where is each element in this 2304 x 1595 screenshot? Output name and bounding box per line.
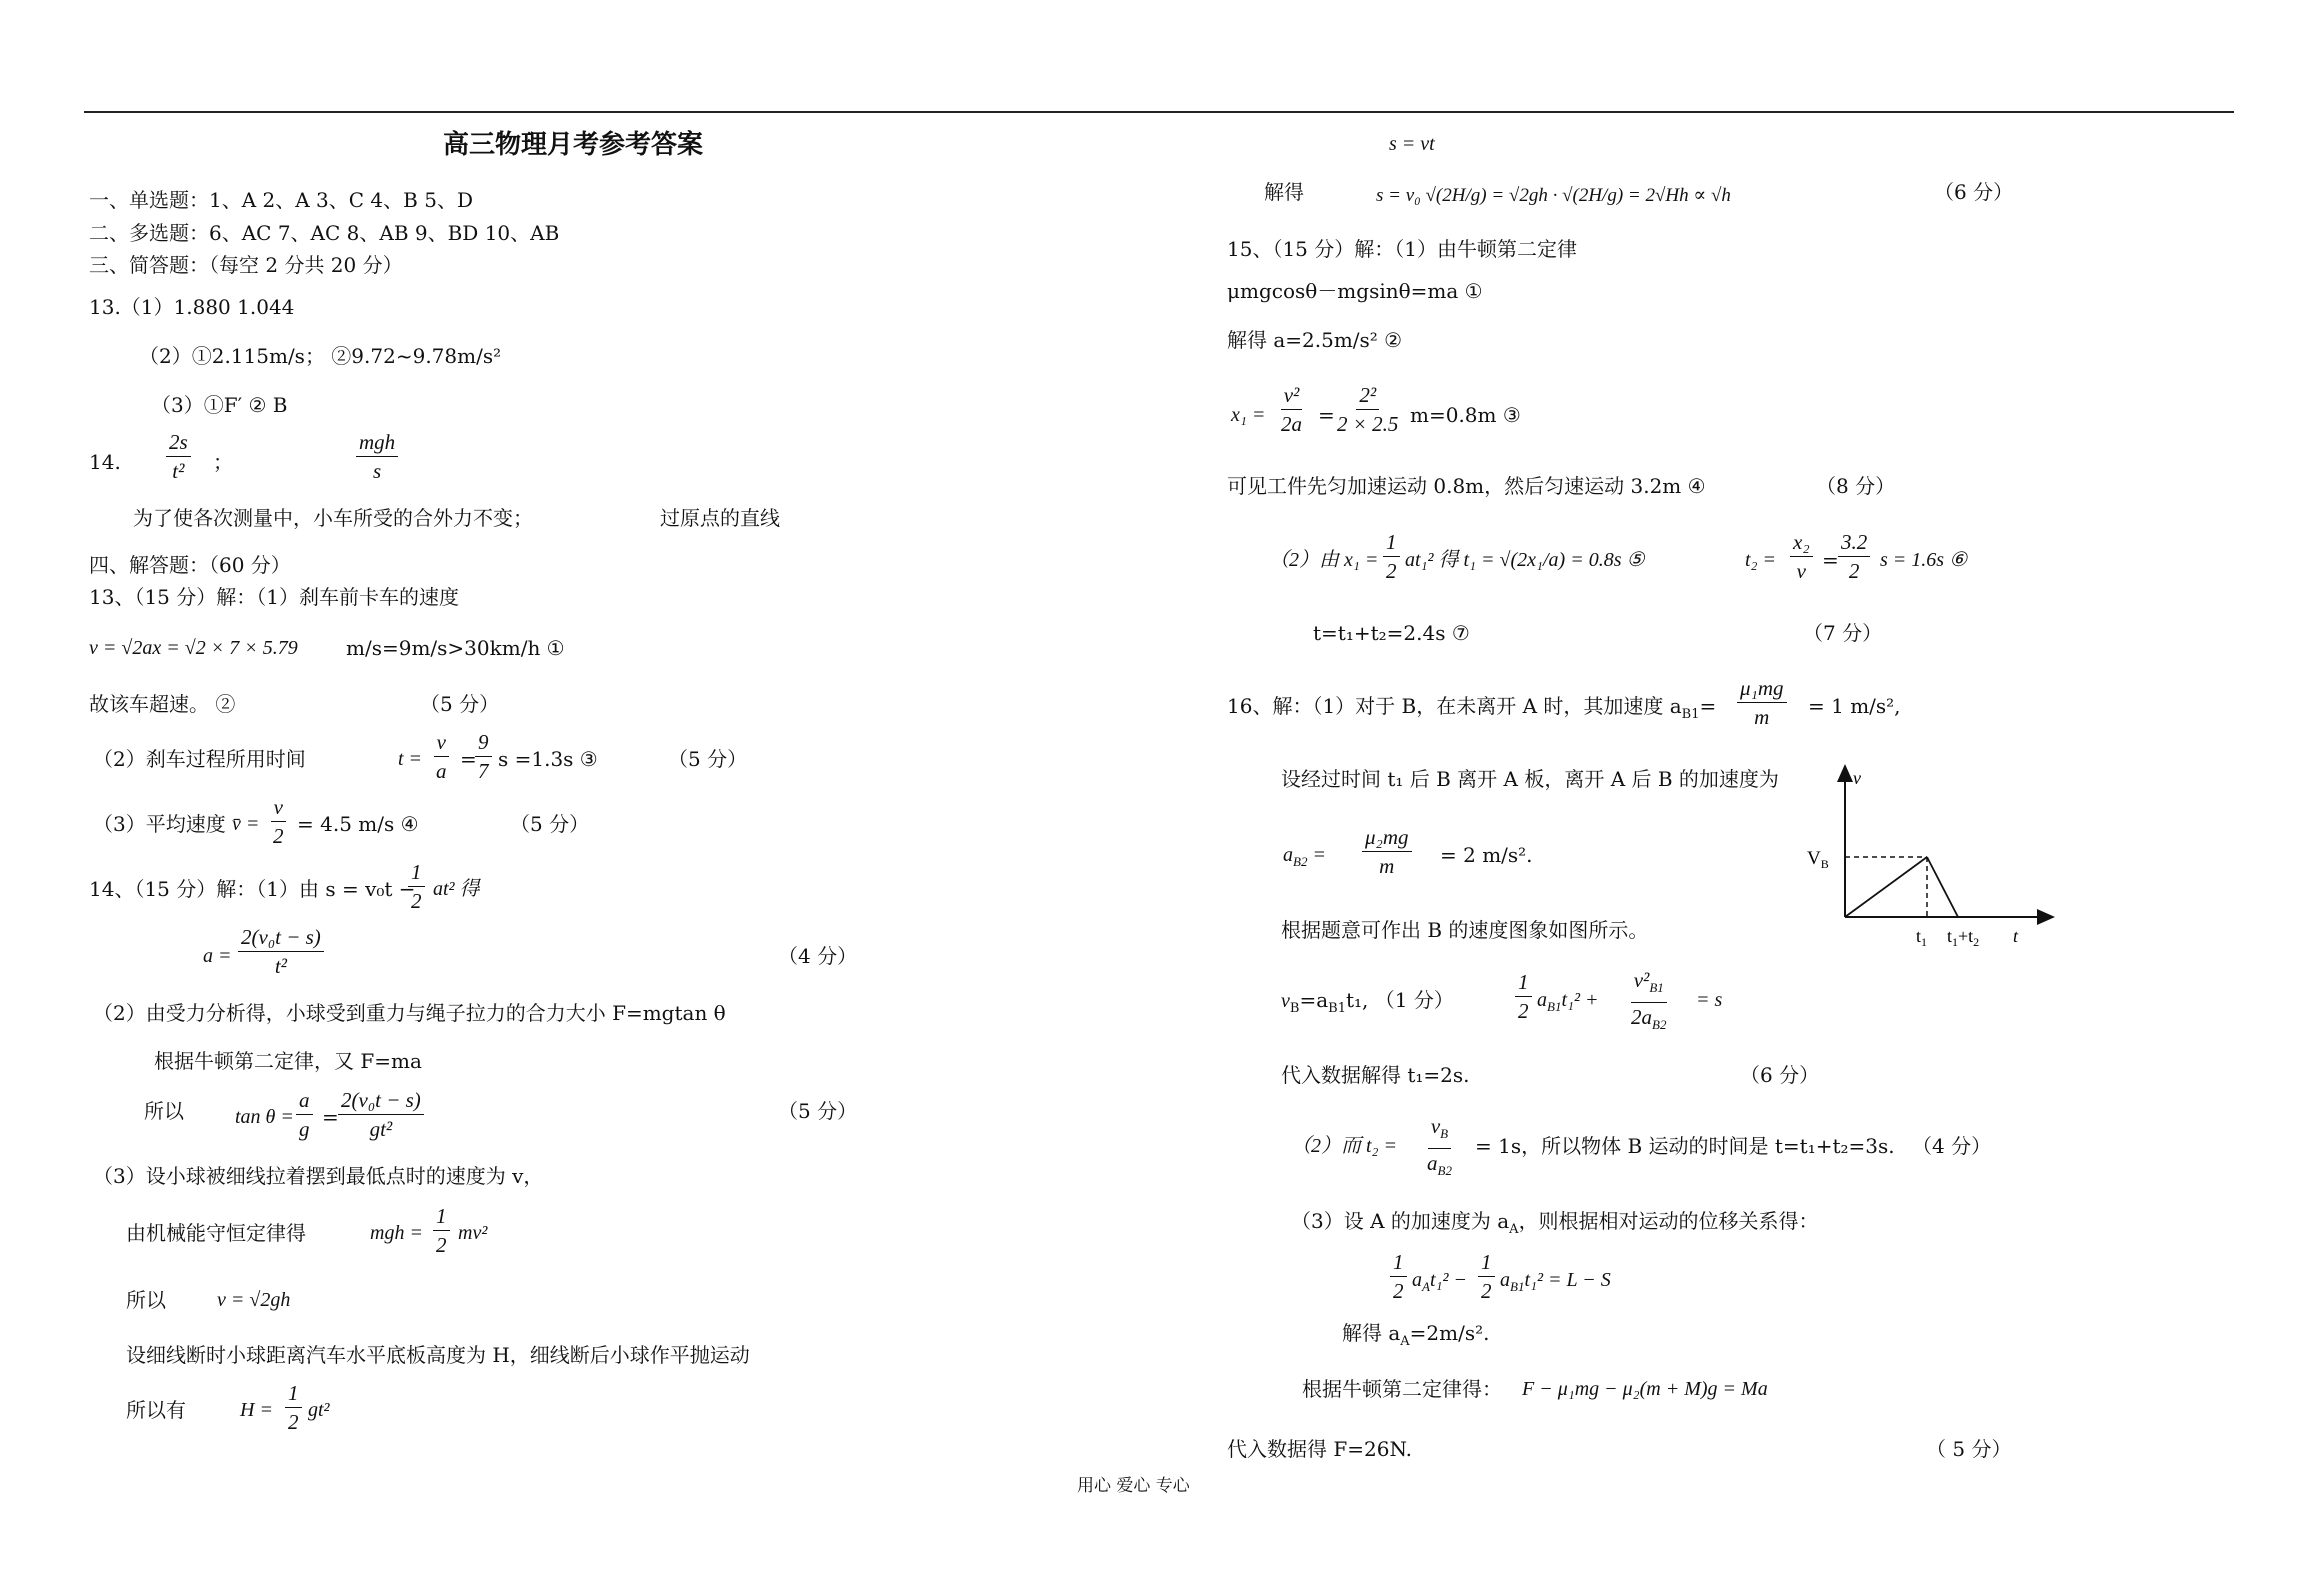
problem-16-aB1-t1: $a_{B1}t_1^2$ + (1537, 989, 1599, 1014)
problem-16-3: （3）设 A 的加速度为 $a_A$，则根据相对运动的位移关系得： (1291, 1209, 1819, 1237)
equals-sign-2: = (322, 1105, 339, 1129)
problem-14-H-text: 设细线断时小球距离汽车水平底板高度为 H，细线断后小球作平抛运动 (126, 1343, 750, 1367)
points-6-b: （6 分） (1740, 1063, 1820, 1087)
fraction-x2-over-v: $\frac{\text{x₂}}{v}$ (1790, 530, 1813, 583)
problem-13-2-points: （5 分） (668, 747, 748, 771)
fraction-x1-value: $\frac{\text{2²}}{2 \times 2.5}$ (1337, 383, 1399, 436)
problem-16-newton-eq: F − μ₁mg − μ₂(m + M)g = Ma (1522, 1378, 1768, 1400)
problem-15-x1-result: m=0.8m ③ (1410, 403, 1521, 427)
problem-16-aB2-result: = 2 m/s². (1440, 843, 1533, 867)
fraction-v-over-2: $\frac{v}{2}$ (270, 795, 287, 848)
problem-16-aB1-result: = 1 m/s², (1808, 694, 1901, 718)
top-rule (84, 111, 2234, 113)
t1-plus-t2-label: $t_1+t_2$ (1947, 926, 1980, 949)
section-short-answer: 三、简答题：（每空 2 分共 20 分） (89, 253, 403, 277)
problem-14-so-3: 所以有 (126, 1398, 186, 1422)
problem-16-aA-result: 解得 $a_A=2m/s^2$. (1342, 1321, 1490, 1349)
fraction-mu1mg-over-m: $\frac{\text{μ₁mg}}{m}$ (1737, 676, 1787, 729)
problem-16-2-b: = 1s，所以物体 B 运动的时间是 t=t₁+t₂=3s. (1475, 1134, 1895, 1158)
separator: ； (213, 450, 233, 474)
problem-13-3-points: （5 分） (510, 812, 590, 836)
answer-13-1: 13.（1）1.880 1.044 (89, 295, 295, 319)
problem-15-visible: 可见工件先匀加速运动 0.8m，然后匀速运动 3.2m ④ (1227, 474, 1706, 498)
problem-14-points-1: （4 分） (778, 944, 858, 968)
section-multi-choice: 二、多选题：6、AC 7、AC 8、AB 9、BD 10、AB (89, 221, 560, 245)
points-6: （6 分） (1934, 180, 2014, 204)
problem-13-velocity-result: m/s=9m/s>30km/h ① (346, 636, 565, 660)
formula-2s-over-t2: $\frac{2s}{\text{t²}}$ (166, 430, 191, 483)
problem-16-vB: $v_B=a_{B1}t_1$, （1 分） (1281, 988, 1454, 1016)
fraction-v2-over-2a: $\frac{\text{v²}}{2a}$ (1281, 383, 1302, 436)
points-7: （7 分） (1803, 621, 1883, 645)
problem-16-2-points: （4 分） (1912, 1134, 1992, 1158)
problem-14-energy: 由机械能守恒定律得 (126, 1221, 306, 1245)
answer-14-label: 14. (89, 450, 121, 474)
answer-13-2: （2）①2.115m/s； ②9.72~9.78m/s² (139, 344, 502, 368)
problem-16-aB2: $a_{B2}$ = (1283, 844, 1326, 869)
vB-label: $V_B$ (1807, 848, 1829, 871)
problem-15-2-d: s = 1.6s ⑥ (1880, 549, 1967, 571)
accelerating-segment (1845, 857, 1927, 917)
problem-14-points-2: （5 分） (778, 1099, 858, 1123)
problem-14-newton: 根据牛顿第二定律，又 F=ma (154, 1049, 422, 1073)
problem-14-v-formula: v = √2gh (217, 1289, 291, 1311)
fraction-vB-over-aB2: $\frac{v_B}{a_{B2}}$ (1427, 1114, 1452, 1179)
formula-s-vt: s = vt (1389, 133, 1435, 155)
problem-15-total-time: t=t₁+t₂=2.4s ⑦ (1313, 621, 1470, 645)
problem-13-3-result: = 4.5 m/s ④ (297, 812, 419, 836)
fraction-vB1-over-2aB2: $\frac{v^2_{B1}}{2a_{B2}}$ (1631, 968, 1667, 1033)
fraction-v-over-a: $\frac{v}{a}$ (433, 730, 450, 783)
page-title: 高三物理月考参考答案 (443, 130, 704, 160)
points-5: （ 5 分） (1926, 1437, 2012, 1461)
velocity-time-graph (1795, 760, 2065, 960)
answer-14-reason: 为了使各次测量中，小车所受的合外力不变； (133, 506, 533, 530)
problem-14-so: 所以 (144, 1099, 184, 1123)
fraction-one-half-3: $\frac{1}{2}$ (285, 1381, 302, 1434)
problem-13-2-t: t = (398, 748, 423, 770)
problem-14-so-2: 所以 (126, 1288, 166, 1312)
answer-14-line: 过原点的直线 (660, 506, 780, 530)
problem-14-3: （3）设小球被细线拉着摆到最低点时的速度为 v， (93, 1164, 544, 1188)
problem-13-velocity-formula: v = √2ax = √2 × 7 × 5.79 (89, 637, 298, 659)
problem-14-mgh: mgh = (370, 1222, 423, 1244)
problem-16-2-a: （2）而 t₂ = (1291, 1135, 1398, 1157)
problem-16-3-aB1-t1: $a_{B1}t_1^2 = L - S$ (1500, 1269, 1611, 1294)
answer-13-3: （3）①F′ ② B (151, 393, 288, 417)
fraction-one-half-5: $\frac{1}{2}$ (1515, 970, 1532, 1023)
fraction-one-half-7: $\frac{1}{2}$ (1478, 1250, 1495, 1303)
fraction-3-2-over-2: $\frac{3.2}{2}$ (1838, 530, 1870, 583)
formula-s-result: s = v₀ √(2H/g) = √2gh · √(2H/g) = 2√Hh ∝ √h (1376, 185, 1731, 206)
problem-14-mv2: mv² (458, 1222, 488, 1244)
problem-14-head: 14、（15 分）解：（1）由 s = v₀t − (89, 877, 416, 901)
problem-15-2-b: at₁² 得 t₁ = √(2x₁/a) = 0.8s ⑤ (1405, 549, 1645, 571)
t1-label: $t_1$ (1916, 926, 1928, 949)
fraction-mu2mg-over-m: $\frac{\text{μ₂mg}}{m}$ (1362, 825, 1412, 878)
problem-14-H-eq: H = (240, 1399, 273, 1421)
problem-13-points-1: （5 分） (420, 692, 500, 716)
problem-14-head-tail: at² 得 (433, 878, 480, 900)
problem-15-2-c: t₂ = (1745, 549, 1777, 571)
problem-16-graph-text: 根据题意可作出 B 的速度图象如图所示。 (1281, 918, 1649, 942)
fraction-acceleration: $\frac{\text{2(v₀t − s)}}{\text{t²}}$ (238, 925, 324, 978)
problem-14-tan: tan θ = (235, 1106, 294, 1128)
t-axis-label: t (2013, 926, 2019, 946)
fraction-one-half-4: $\frac{1}{2}$ (1383, 530, 1400, 583)
problem-16-newton: 根据牛顿第二定律得： (1302, 1377, 1502, 1401)
fraction-tan-result: $\frac{\text{2(v₀t − s)}}{\text{gt²}}$ (338, 1088, 424, 1141)
problem-15-a: 解得 a=2.5m/s² ② (1227, 328, 1403, 352)
fraction-one-half-2: $\frac{1}{2}$ (433, 1204, 450, 1257)
problem-13-3-vbar: v̄ = (232, 813, 260, 835)
problem-16-equals-s: = s (1696, 989, 1723, 1011)
problem-14-gt2: gt² (308, 1399, 330, 1421)
solve-label: 解得 (1264, 180, 1304, 204)
section-solutions: 四、解答题：（60 分） (89, 553, 291, 577)
fraction-one-half: $\frac{1}{2}$ (408, 860, 425, 913)
fraction-a-over-g: $\frac{a}{g}$ (296, 1088, 313, 1141)
problem-16-head: 16、解：（1）对于 B，在未离开 A 时，其加速度 $a_{B1}=$ (1227, 694, 1717, 722)
y-axis-label: v (1853, 768, 1861, 788)
decelerating-segment (1927, 857, 1958, 917)
problem-13-3-label: （3）平均速度 (93, 812, 226, 836)
problem-14-2: （2）由受力分析得，小球受到重力与绳子拉力的合力大小 F=mgtan θ (93, 1001, 726, 1025)
fraction-9-over-7: $\frac{9}{7}$ (475, 730, 492, 783)
equals-sign-4: = (1822, 548, 1839, 572)
problem-16-F-result: 代入数据得 F=26N. (1227, 1437, 1413, 1461)
problem-15-head: 15、（15 分）解：（1）由牛顿第二定律 (1227, 237, 1577, 261)
problem-13-head: 13、（15 分）解：（1）刹车前卡车的速度 (89, 585, 459, 609)
problem-16-t1-text: 设经过时间 t₁ 后 B 离开 A 板，离开 A 后 B 的加速度为 (1281, 767, 1779, 791)
problem-15-eq1: μmgcosθ－mgsinθ=ma ① (1227, 279, 1483, 303)
fraction-one-half-6: $\frac{1}{2}$ (1390, 1250, 1407, 1303)
problem-13-2-label: （2）刹车过程所用时间 (93, 747, 306, 771)
footer: 用心 爱心 专心 (1077, 1476, 1190, 1496)
problem-16-t1-result: 代入数据解得 t₁=2s. (1281, 1063, 1470, 1087)
problem-14-a-lhs: a = (203, 945, 232, 967)
section-single-choice: 一、单选题：1、A 2、A 3、C 4、B 5、D (89, 188, 473, 212)
formula-mgh-over-s: mgh s (356, 430, 398, 483)
problem-16-3-aA-t1: $a_At_1^2$ − (1412, 1269, 1467, 1294)
problem-15-x1: x₁ = (1231, 404, 1266, 426)
equals-sign: = (460, 747, 477, 771)
problem-15-2-a: （2）由 x₁ = (1269, 549, 1379, 571)
problem-13-2-result: s =1.3s ③ (498, 747, 598, 771)
equals-sign-3: = (1318, 403, 1335, 427)
points-8: （8 分） (1816, 474, 1896, 498)
problem-13-speeding: 故该车超速。 ② (89, 692, 236, 716)
